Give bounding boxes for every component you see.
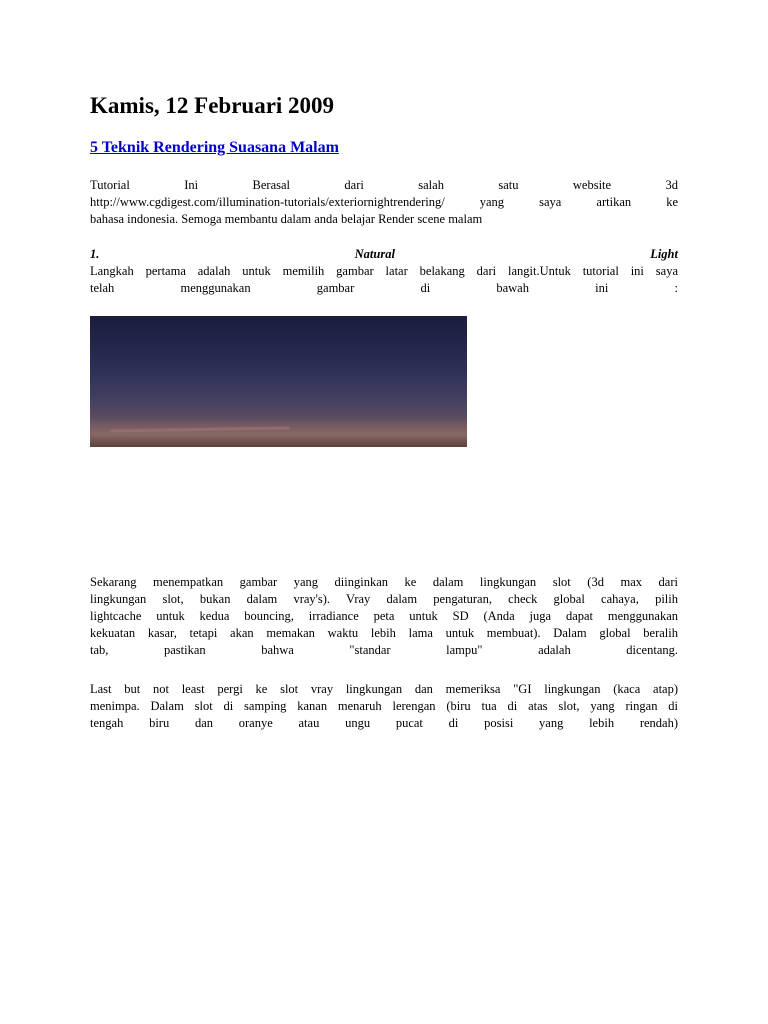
step1-line: Langkah pertama adalah untuk memilih gambar latar belakang dari langit.Untuk tutorial ini saya [90, 264, 678, 278]
post-title-link[interactable]: 5 Teknik Rendering Suasana Malam [90, 139, 339, 156]
paragraph-line: lingkungan slot, bukan dalam vray's). Vray dalam pengaturan, check global cahaya, pilih [90, 592, 678, 606]
paragraph-line: menimpa. Dalam slot di samping kanan menaruh lerengan (biru tua di atas slot, yang ringan di [90, 699, 678, 713]
section-word-natural: Natural [354, 247, 395, 261]
date-heading: Kamis, 12 Februari 2009 [90, 93, 335, 118]
night-sky-image [90, 316, 467, 447]
intro-paragraph [90, 177, 678, 228]
step1-line: telah menggunakan gambar di bawah ini : [90, 281, 678, 295]
intro-line: Tutorial Ini Berasal dari salah satu website 3d [90, 178, 678, 192]
paragraph-line: tab, pastikan bahwa "standar lampu" adalah dicentang. [90, 643, 678, 657]
section-word-light: Light [650, 247, 678, 261]
paragraph-line: kekuatan kasar, tetapi akan memakan waktu lebih lama untuk membuat). Dalam global beralih [90, 626, 678, 640]
horizon-clouds [90, 419, 467, 447]
paragraph-line: Sekarang menempatkan gambar yang diinginkan ke dalam lingkungan slot (3d max dari [90, 575, 678, 589]
paragraph-gi-environment [90, 681, 678, 732]
paragraph-environment-slot [90, 574, 678, 659]
intro-line: bahasa indonesia. Semoga membantu dalam anda belajar Render scene malam [90, 212, 483, 226]
intro-line: http://www.cgdigest.com/illumination-tutorials/exteriornightrendering/ yang saya artikan ke [90, 195, 678, 209]
paragraph-line: Last but not least pergi ke slot vray lingkungan dan memeriksa "GI lingkungan (kaca atap) [90, 682, 678, 696]
step1-paragraph [90, 263, 678, 297]
section-number: 1. [90, 247, 100, 261]
section-heading-natural-light [90, 246, 678, 263]
post-title [90, 139, 339, 157]
paragraph-line: lightcache untuk kedua bouncing, irradiance peta untuk SD (Anda juga dapat menggunakan [90, 609, 678, 623]
paragraph-line: tengah biru dan oranye atau ungu pucat di posisi yang lebih rendah) [90, 716, 678, 730]
